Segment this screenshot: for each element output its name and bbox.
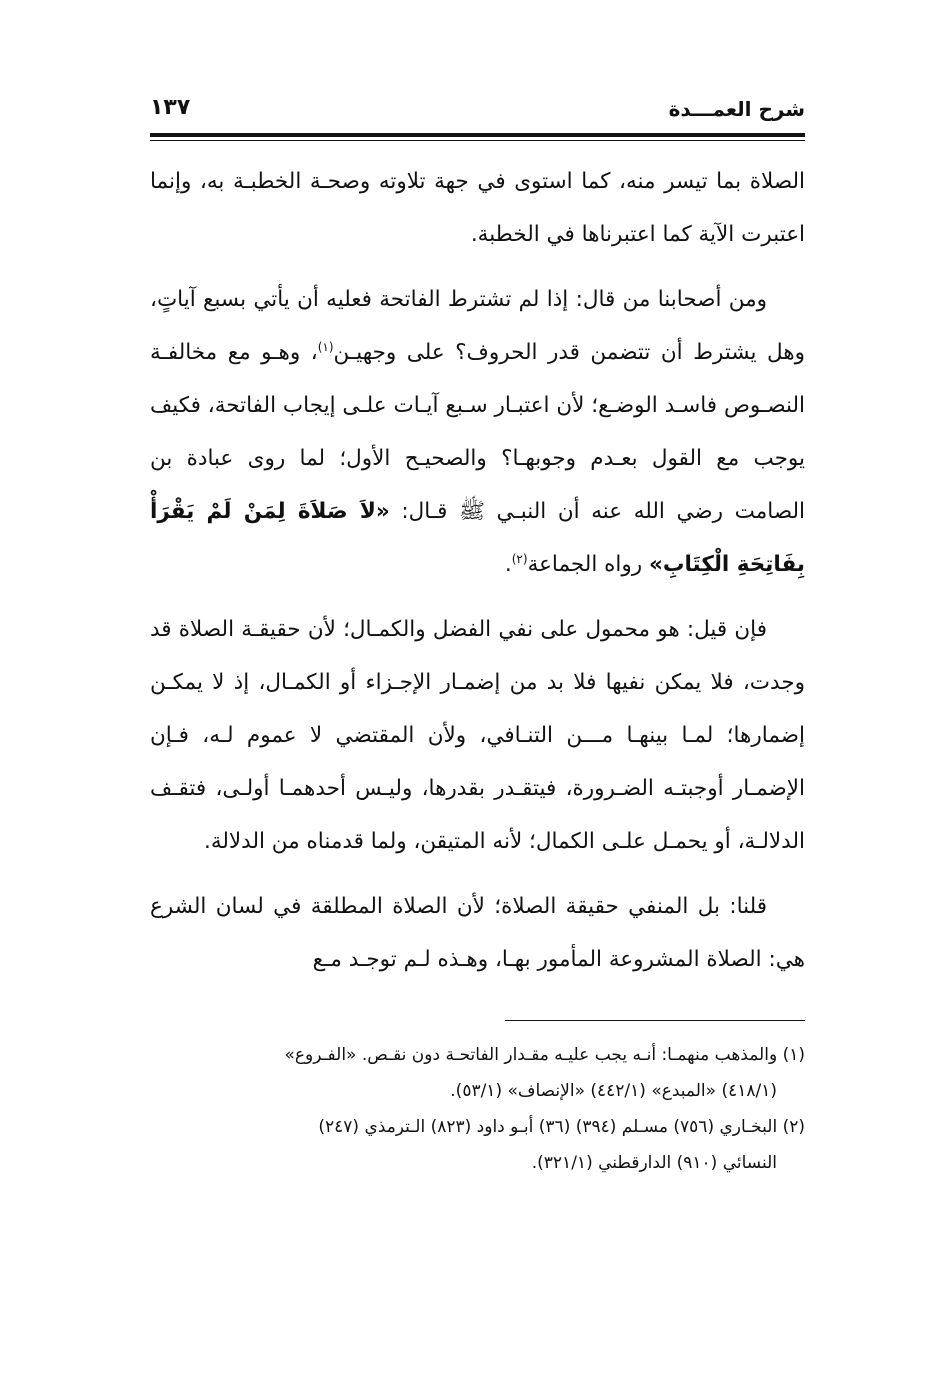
footnotes [150,1037,805,1181]
header-rule-thick [150,133,805,137]
footnote-1-line-2: (٤١٨/١) «المبدع» (٤٤٢/١) «الإنصاف» (٥٣/١). [450,1081,777,1101]
paragraph-2-text-cont: ، وهـو مع مخالفـة النصـوص فاسـد الوضـع؛ لأن اعتبـار سـبع آيـات علـى إيجاب الفاتحة، فكيف يوجب مع القول بعـدم وجوبهـا؟ والصحيـح الأول؛ لما روى عبادة بن الصامت رضي الله عنه أن النبـي ﷺ قـال: [150,340,805,524]
footnote-1-line-1: (١) والمذهب منهمـا: أنـه يجب عليـه مقـدار الفاتحـة دون نقـص. «الفـروع» [284,1045,805,1065]
footnote-ref-1[interactable]: (١) [317,339,334,354]
header-rule-thin [150,140,805,141]
hadith-quote: «لاَ صَلاَةَ لِمَنْ لَمْ يَقْرَأْ بِفَاتِحَةِ الْكِتَابِ» [150,499,805,577]
paragraph-3: فإن قيل: هو محمول على نفي الفضل والكمـال؛ لأن حقيقـة الصلاة قد وجدت، فلا يمكن نفيها فلا بد من إضمـار الإجـزاء أو الكمـال، إذ لا يمكـن إضمارها؛ لمـا بينهـا مـــن التنـافي، ولأن المقتضي لا عموم لـه، فـإن الإضمـار أوجبتـه الضـرورة، فيتقـدر بقدرها، وليـس أحدهمـا أولـى، فتقـف الدلالـة، أو يحمـل علـى الكمال؛ لأنه المتيقن، ولما قدمناه من الدلالة. [150,617,805,854]
paragraph-2 [150,273,805,591]
footnote-2-line-1: (٢) البخـاري (٧٥٦) مسـلم (٣٩٤) (٣٦) أبـو داود (٨٢٣) الـترمذي (٢٤٧) [318,1117,805,1137]
page-number: ١٣٧ [150,95,191,120]
running-title: شرح العمـــدة [668,97,805,121]
footnote-ref-2[interactable]: (٢) [511,551,528,566]
book-page [150,95,805,1181]
paragraph-2-text: ومن أصحابنا من قال: إذا لم تشترط الفاتحة فعليه أن يأتي بسبع آياتٍ، وهل يشترط أن تتضمن قدر الحروف؟ على وجهيـن [150,287,805,365]
paragraph-1: الصلاة بما تيسر منه، كما استوى في جهة تلاوته وصحـة الخطبـة به، وإنما اعتبرت الآية كما اعتبرناها في الخطبة. [150,169,805,247]
page-header [150,95,805,127]
paragraph-4: قلنا: بل المنفي حقيقة الصلاة؛ لأن الصلاة المطلقة في لسان الشرع هي: الصلاة المشروعة المأمور بهـا، وهـذه لـم توجـد مـع [150,894,805,972]
main-text [150,155,805,986]
footnote-separator [505,1020,805,1021]
paragraph-2-end: . [504,552,512,577]
footnote-2-line-2: النسائي (٩١٠) الدارقطني (٣٢١/١). [531,1153,777,1173]
paragraph-2-attribution: رواه الجماعة [527,552,649,577]
